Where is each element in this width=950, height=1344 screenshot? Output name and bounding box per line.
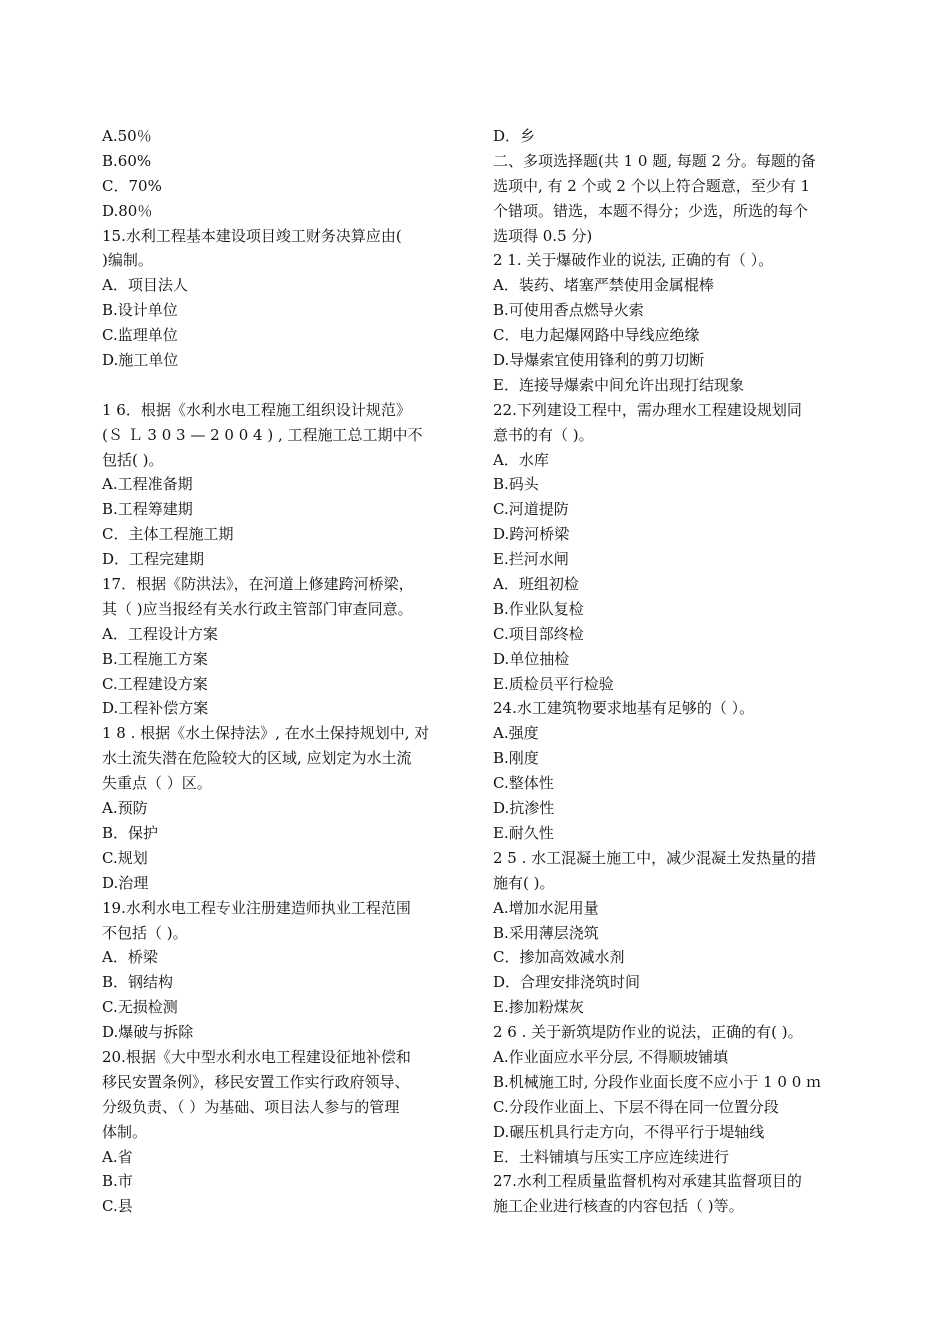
left-column-line: C．主体工程施工期 bbox=[102, 525, 234, 544]
left-column-line: (Ｓ Ｌ 3 0 3 — 2 0 0 4 ) , 工程施工总工期中不 bbox=[102, 425, 423, 444]
left-column-line: 分级负责、（ ）为基础、项目法人参与的管理 bbox=[102, 1097, 400, 1116]
right-column-line: D.单位抽检 bbox=[493, 649, 570, 668]
right-column-line: A．水库 bbox=[493, 450, 549, 469]
right-column-line: C．电力起爆网路中导线应绝缘 bbox=[493, 326, 700, 345]
right-column-line: C.分段作业面上、下层不得在同一位置分段 bbox=[493, 1097, 779, 1116]
right-column-line: B.作业队复检 bbox=[493, 599, 584, 618]
left-column-line: A．项目法人 bbox=[102, 276, 188, 295]
left-column-line: A.工程准备期 bbox=[102, 475, 193, 494]
left-column-line: D.爆破与拆除 bbox=[102, 1023, 194, 1042]
right-column-line: E.掺加粉煤灰 bbox=[493, 998, 584, 1017]
right-column-line: D.碾压机具行走方向，不得平行于堤轴线 bbox=[493, 1122, 765, 1141]
left-column-line: C.无损检测 bbox=[102, 998, 178, 1017]
right-column-line: B.刚度 bbox=[493, 749, 539, 768]
right-column-line: C.整体性 bbox=[493, 774, 554, 793]
left-column-line: 19.水利水电工程专业注册建造师执业工程范围 bbox=[102, 898, 411, 917]
left-column-line: B.60% bbox=[102, 151, 152, 170]
left-column-line: A.省 bbox=[102, 1147, 133, 1166]
left-column-line: B.工程施工方案 bbox=[102, 649, 208, 668]
right-column-line: D.跨河桥梁 bbox=[493, 525, 570, 544]
left-column-line: B．钢结构 bbox=[102, 973, 174, 992]
right-column-line: 22.下列建设工程中，需办理水工程建设规划同 bbox=[493, 400, 802, 419]
right-column-line: A．班组初检 bbox=[493, 575, 579, 594]
left-column-line: 15.水利工程基本建设项目竣工财务决算应由( bbox=[102, 226, 402, 245]
right-column-line: D．合理安排浇筑时间 bbox=[493, 973, 641, 992]
left-column-line: D.工程补偿方案 bbox=[102, 699, 209, 718]
left-column-line: 不包括（ )。 bbox=[102, 923, 188, 942]
left-column-line: D.80％ bbox=[102, 201, 153, 220]
left-column-line: C.工程建设方案 bbox=[102, 674, 208, 693]
right-column-line: E.质检员平行检验 bbox=[493, 674, 614, 693]
right-column-line: 二、多项选择题(共 1 0 题, 每题 2 分。每题的备 bbox=[493, 151, 816, 170]
left-column-line: D.施工单位 bbox=[102, 351, 179, 370]
right-column-line: 选项得 0.5 分) bbox=[493, 226, 593, 245]
right-column-line: D.导爆索宜使用锋利的剪刀切断 bbox=[493, 351, 705, 370]
right-column-line: C.河道提防 bbox=[493, 500, 569, 519]
right-column-line: B.可使用香点燃导火索 bbox=[493, 301, 644, 320]
left-column-line: B.设计单位 bbox=[102, 301, 178, 320]
left-column-line: A.50％ bbox=[102, 127, 152, 145]
left-column-line: 17．根据《防洪法》，在河道上修建跨河桥梁， bbox=[102, 575, 414, 594]
right-column-line: B.码头 bbox=[493, 475, 539, 494]
right-column-line: 施工企业进行核查的内容包括（ )等。 bbox=[493, 1197, 744, 1216]
right-column-line: 27.水利工程质量监督机构对承建其监督项目的 bbox=[493, 1172, 802, 1191]
right-column-line: A.强度 bbox=[493, 724, 539, 743]
left-column-line: A．工程设计方案 bbox=[102, 624, 218, 643]
left-column-line: A．桥梁 bbox=[102, 948, 158, 967]
left-column-line: C.规划 bbox=[102, 848, 148, 867]
right-column-line: E．连接导爆索中间允许出现打结现象 bbox=[493, 375, 744, 394]
left-column bbox=[102, 124, 462, 1219]
right-column-line: C．掺加高效减水剂 bbox=[493, 948, 625, 967]
left-column-line: C．70% bbox=[102, 176, 162, 195]
right-column-line: B.机械施工时, 分段作业面长度不应小于 1 0 0 ｍ bbox=[493, 1072, 822, 1091]
left-column-line: B.工程筹建期 bbox=[102, 500, 193, 519]
right-column-line: 2 1. 关于爆破作业的说法, 正确的有（ ）。 bbox=[493, 251, 774, 270]
right-column-line: 2 5 . 水工混凝土施工中，减少混凝土发热量的措 bbox=[493, 848, 817, 867]
left-column-line: B.市 bbox=[102, 1172, 133, 1191]
left-column-line bbox=[102, 373, 462, 398]
left-column-line: 包括( )。 bbox=[102, 450, 164, 469]
right-column-line: B.采用薄层浇筑 bbox=[493, 923, 599, 942]
left-column-line: )编制。 bbox=[102, 251, 153, 270]
right-column-line: 施有( )。 bbox=[493, 873, 555, 892]
left-column-line: 20.根据《大中型水利水电工程建设征地补偿和 bbox=[102, 1047, 411, 1066]
right-column-line: E.耐久性 bbox=[493, 823, 554, 842]
right-column bbox=[493, 124, 855, 1219]
right-column-line: 选项中, 有 2 个或 2 个以上符合题意，至少有 1 bbox=[493, 176, 811, 195]
left-column-line: 1 6．根据《水利水电工程施工组织设计规范》 bbox=[102, 400, 411, 419]
right-column-line: 2 6 . 关于新筑堤防作业的说法，正确的有( )。 bbox=[493, 1023, 803, 1042]
right-column-line: E.拦河水闸 bbox=[493, 550, 569, 569]
left-column-line: D.治理 bbox=[102, 873, 149, 892]
left-column-line: A.预防 bbox=[102, 799, 148, 818]
left-column-line: 移民安置条例》，移民安置工作实行政府领导、 bbox=[102, 1072, 410, 1091]
left-column-line: 失重点（ ）区。 bbox=[102, 774, 212, 793]
right-column-line: D.抗渗性 bbox=[493, 799, 555, 818]
left-column-line: 体制。 bbox=[102, 1122, 148, 1141]
left-column-line: C.县 bbox=[102, 1197, 133, 1216]
left-column-line: 其（ )应当报经有关水行政主管部门审查同意。 bbox=[102, 599, 413, 618]
left-column-line: 1 8 . 根据《水土保持法》, 在水土保持规划中, 对 bbox=[102, 724, 430, 743]
left-column-line: D．工程完建期 bbox=[102, 550, 205, 569]
left-column-line: B．保护 bbox=[102, 823, 159, 842]
right-column-line: A．装药、堵塞严禁使用金属棍棒 bbox=[493, 276, 714, 295]
left-column-line: 水土流失潜在危险较大的区域, 应划定为水土流 bbox=[102, 749, 412, 768]
right-column-line: 个错项。错选，本题不得分；少选，所选的每个 bbox=[493, 201, 809, 220]
left-column-line: C.监理单位 bbox=[102, 326, 178, 345]
right-column-line: A.作业面应水平分层, 不得顺坡铺填 bbox=[493, 1047, 729, 1066]
right-column-line: C.项目部终检 bbox=[493, 624, 584, 643]
right-column-line: D．乡 bbox=[493, 127, 536, 145]
right-column-line: E．土料铺填与压实工序应连续进行 bbox=[493, 1147, 729, 1166]
right-column-line: 24.水工建筑物要求地基有足够的（ ）。 bbox=[493, 699, 755, 718]
right-column-line: A.增加水泥用量 bbox=[493, 898, 599, 917]
right-column-line: 意书的有（ )。 bbox=[493, 425, 594, 444]
